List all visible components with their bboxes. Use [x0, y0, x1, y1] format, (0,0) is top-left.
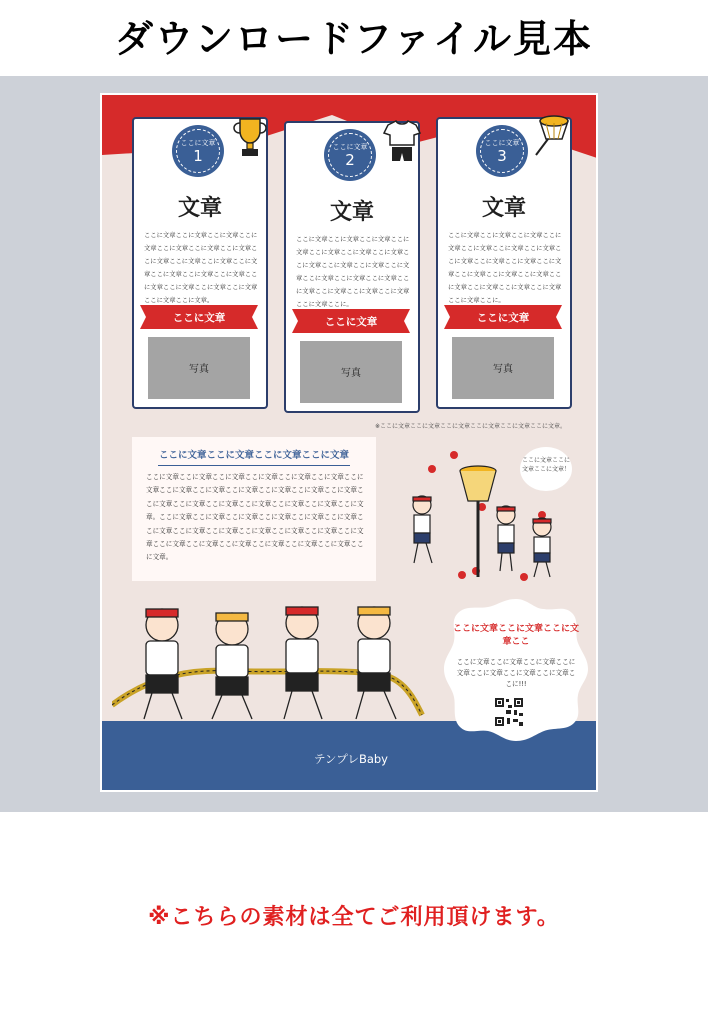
photo-placeholder	[148, 337, 250, 399]
text-panel	[132, 437, 376, 581]
kid-middle	[497, 506, 515, 571]
ribbon-label: ここに文章	[476, 312, 530, 324]
panel-body-text: ここに文章ここに文章ここに文章ここに文章ここに文章ここに文章ここに文章ここに文章ここに文章ここに文章ここに文章ここに文章ここに文章ここに文章ここに文章ここに文章ここに文章ここに文章ここに文章ここに文章。ここに文章ここに文章ここに文章ここに文章ここに文章ここに文章ここに文章ここに文章ここに文章ここに文章ここに文章ここに文章ここに文章ここに文章ここに文章ここに文章ここに文章ここに文章ここに文章ここに文章。	[146, 473, 364, 562]
number-badge	[324, 129, 376, 181]
ribbon-text-wrap	[444, 305, 562, 329]
kid-3	[284, 607, 322, 719]
photo-placeholder	[300, 341, 402, 403]
tug-of-war-illustration	[112, 595, 442, 735]
info-card-2	[284, 121, 420, 413]
ball-basket-icon	[530, 113, 570, 157]
qr-code-icon[interactable]	[494, 697, 524, 727]
card-heading: 文章	[177, 196, 222, 221]
photo-label: 写真	[493, 364, 513, 375]
panel-divider	[158, 465, 350, 466]
ribbon-text-wrap	[140, 305, 258, 329]
kid-right	[533, 518, 551, 577]
small-note: ※ここに文章ここに文章ここに文章ここに文章ここに文章ここに文章。	[374, 423, 566, 430]
kid-1	[144, 609, 182, 719]
number-badge	[172, 125, 224, 177]
card-body-text: ここに文章ここに文章ここに文章ここに文章ここに文章ここに文章ここに文章ここに文章ここに文章ここに文章ここに文章ここに文章ここに文章ここに文章ここに文章ここに文章ここに文章ここに文章ここに文章ここに。	[448, 232, 562, 304]
badge-number: 2	[345, 151, 355, 169]
brand-name: テンプレBaby	[313, 752, 388, 766]
info-card-3	[436, 117, 572, 409]
usage-note: ※こちらの素材は全てご利用頂けます。	[148, 905, 560, 930]
trophy-icon	[230, 115, 270, 159]
panel-heading: ここに文章ここに文章ここに文章ここに文章	[158, 450, 349, 461]
callout-heading: ここに文章ここに文章ここに文章ここ	[452, 624, 579, 647]
card-body-text: ここに文章ここに文章ここに文章ここに文章ここに文章ここに文章ここに文章ここに文章ここに文章ここに文章ここに文章ここに文章ここに文章ここに文章ここに文章ここに文章ここに文章ここに文章ここに文章ここに。	[296, 236, 410, 308]
badge-label: ここに文章	[332, 143, 368, 151]
photo-label: 写真	[189, 364, 209, 375]
kid-2	[212, 613, 252, 719]
ribbon-label: ここに文章	[324, 316, 378, 328]
ribbon-text-wrap	[292, 309, 410, 333]
flyer-preview	[100, 93, 598, 792]
photo-label: 写真	[341, 368, 361, 379]
info-card-1	[132, 117, 268, 409]
callout-body-text: ここに文章ここに文章ここに文章ここに文章ここに文章ここに文章ここに文章ここに!!!	[456, 658, 576, 688]
kid-left	[413, 496, 432, 563]
badge-label: ここに文章	[484, 139, 520, 147]
badge-number: 3	[497, 147, 507, 165]
card-heading: 文章	[329, 200, 374, 225]
number-badge	[476, 125, 528, 177]
card-body-text: ここに文章ここに文章ここに文章ここに文章ここに文章ここに文章ここに文章ここに文章ここに文章ここに文章ここに文章ここに文章ここに文章ここに文章ここに文章ここに文章ここに文章ここに文章ここに文章ここに文章。	[144, 232, 258, 304]
photo-placeholder	[452, 337, 554, 399]
kid-4	[356, 607, 396, 719]
card-heading: 文章	[481, 196, 526, 221]
speech-bubble-text: ここに文章ここに文章ここに文章！	[521, 457, 570, 473]
speech-bubble	[520, 447, 572, 491]
badge-number: 1	[193, 147, 203, 165]
badge-label: ここに文章	[180, 139, 216, 147]
gym-uniform-icon	[382, 119, 422, 163]
ribbon-label: ここに文章	[172, 312, 226, 324]
page-title: ダウンロードファイル見本	[114, 17, 594, 61]
